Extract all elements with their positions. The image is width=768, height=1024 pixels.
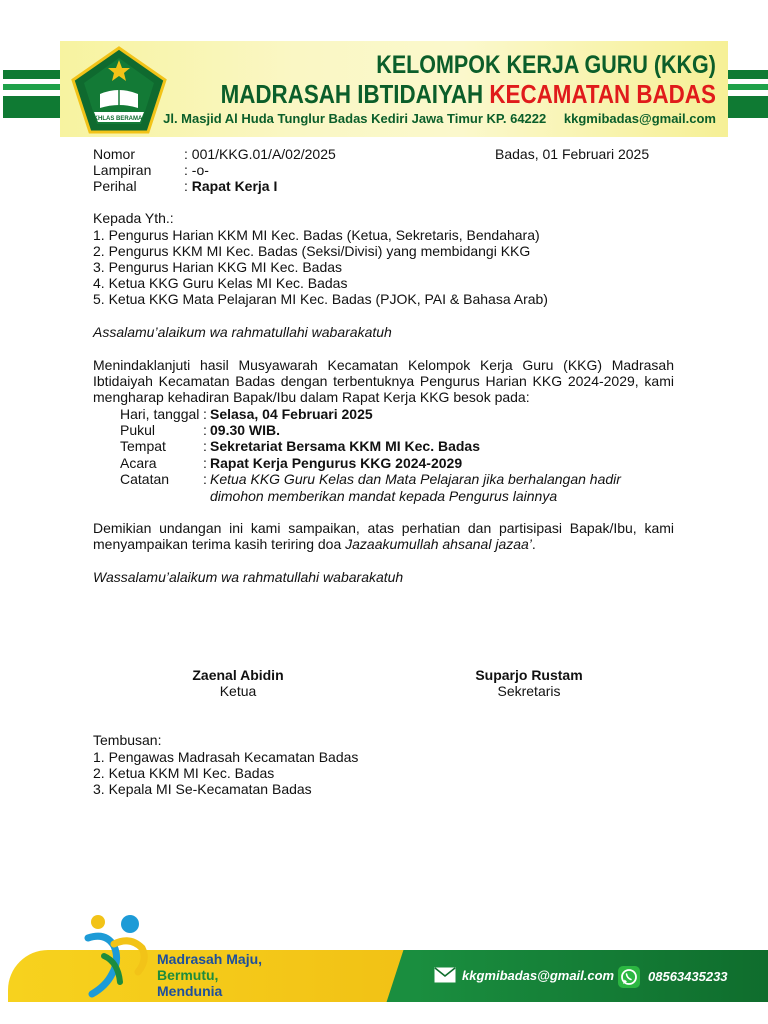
recipient-item: 3. Pengurus Harian KKG MI Kec. Badas (93, 259, 343, 275)
catatan-line2: dimohon memberikan mandat kepada Pengurus lainnya (210, 488, 558, 504)
signer-left-role: Ketua (219, 683, 257, 699)
kemenag-logo (70, 46, 168, 134)
signer-right-name: Suparjo Rustam (475, 667, 583, 683)
footer-slogan (157, 951, 262, 999)
header-stripe-right-top (728, 70, 768, 79)
perihal-value-line (184, 178, 277, 194)
whatsapp-icon (618, 966, 640, 988)
header-stripe-right-mid (728, 84, 768, 90)
tempat-label: Tempat (120, 438, 166, 454)
madrasah-maju-logo-icon (84, 912, 150, 998)
header-stripe-left-bottom (3, 96, 63, 118)
letterhead-title-line2 (221, 79, 716, 110)
footer-phone: 08563435233 (648, 969, 728, 984)
acara-value: Rapat Kerja Pengurus KKG 2024-2029 (210, 455, 463, 471)
acara-colon: : (203, 455, 207, 471)
recipient-item: 5. Ketua KKG Mata Pelajaran MI Kec. Badas (PJOK, PAI & Bahasa Arab) (93, 291, 548, 307)
tembusan-item: 1. Pengawas Madrasah Kecamatan Badas (93, 749, 359, 765)
closing-salam: Wassalamu’alaikum wa rahmatullahi wabarakatuh (93, 569, 404, 585)
closing-text: Demikian undangan ini kami sampaikan, atas perhatian dan partisipasi Bapak/Ibu, kami menyampaikan terima kasih teriring doa (93, 520, 674, 552)
lampiran-label: Lampiran (93, 162, 152, 178)
acara-label: Acara (120, 455, 157, 471)
header-stripe-right-bottom (728, 96, 768, 118)
footer-slogan-line3: Mendunia (157, 983, 223, 999)
recipients-heading: Kepada Yth.: (93, 210, 174, 226)
intro-paragraph: Menindaklanjuti hasil Musyawarah Kecamatan Kelompok Kerja Guru (KKG) Madrasah Ibtidaiyah Kecamatan Badas dengan terbentuknya Pengurus Harian KKG 2024-2029, kami mengharap kehadiran Bapak/Ibu dalam Rapat Kerja KKG besok pada: (93, 357, 674, 405)
lampiran-value: : -o- (184, 162, 209, 178)
recipient-item: 2. Pengurus KKM MI Kec. Badas (Seksi/Divisi) yang membidangi KKG (93, 243, 531, 259)
recipient-item: 1. Pengurus Harian KKM MI Kec. Badas (Ketua, Sekretaris, Bendahara) (93, 227, 540, 243)
tempat-value: Sekretariat Bersama KKM MI Kec. Badas (210, 438, 481, 454)
tempat-colon: : (203, 438, 207, 454)
closing-paragraph (93, 520, 674, 552)
tembusan-heading: Tembusan: (93, 732, 162, 748)
tembusan-item: 3. Kepala MI Se-Kecamatan Badas (93, 781, 312, 797)
letterhead-title-line1: KELOMPOK KERJA GURU (KKG) (376, 51, 716, 79)
footer-slogan-line2: Bermutu, (157, 967, 219, 983)
pukul-colon: : (203, 422, 207, 438)
header-stripe-left-top (3, 70, 63, 79)
letter-date: Badas, 01 Februari 2025 (495, 146, 650, 162)
nomor-label: Nomor (93, 146, 136, 162)
nomor-value: : 001/KKG.01/A/02/2025 (184, 146, 336, 162)
perihal-value: Rapat Kerja I (191, 178, 278, 194)
tembusan-item: 2. Ketua KKM MI Kec. Badas (93, 765, 275, 781)
greeting: Assalamu’alaikum wa rahmatullahi wabarakatuh (93, 324, 392, 340)
catatan-colon: : (203, 471, 207, 487)
catatan-label: Catatan (120, 471, 170, 487)
letterhead-title-kecamatan: KECAMATAN BADAS (489, 79, 716, 109)
signer-right-role: Sekretaris (497, 683, 561, 699)
logo-motto: IKHLAS BERAMAL (92, 116, 146, 122)
perihal-colon: : (184, 178, 192, 194)
header-stripe-left-mid (3, 84, 63, 90)
letterhead-address-line (163, 111, 716, 126)
closing-end: . (531, 536, 536, 552)
perihal-label: Perihal (93, 178, 137, 194)
envelope-icon (434, 967, 456, 983)
footer-email: kkgmibadas@gmail.com (462, 968, 615, 983)
closing-doa: Jazaakumullah ahsanal jazaa’ (345, 536, 532, 552)
catatan-line1: Ketua KKG Guru Kelas dan Mata Pelajaran jika berhalangan hadir (210, 471, 621, 487)
footer-slogan-line1: Madrasah Maju, (157, 951, 263, 967)
letterhead-address: Jl. Masjid Al Huda Tunglur Badas Kediri Jawa Timur KP. 64222 (163, 111, 547, 126)
recipient-item: 4. Ketua KKG Guru Kelas MI Kec. Badas (93, 275, 348, 291)
letterhead-email: kkgmibadas@gmail.com (563, 111, 716, 126)
hari-value: Selasa, 04 Februari 2025 (210, 406, 373, 422)
pukul-value: 09.30 WIB. (210, 422, 281, 438)
pukul-label: Pukul (120, 422, 156, 438)
letterhead-title-madrasah: MADRASAH IBTIDAIYAH (220, 79, 484, 109)
hari-colon: : (203, 406, 207, 422)
signer-left-name: Zaenal Abidin (192, 667, 284, 683)
hari-label: Hari, tanggal (120, 406, 200, 422)
